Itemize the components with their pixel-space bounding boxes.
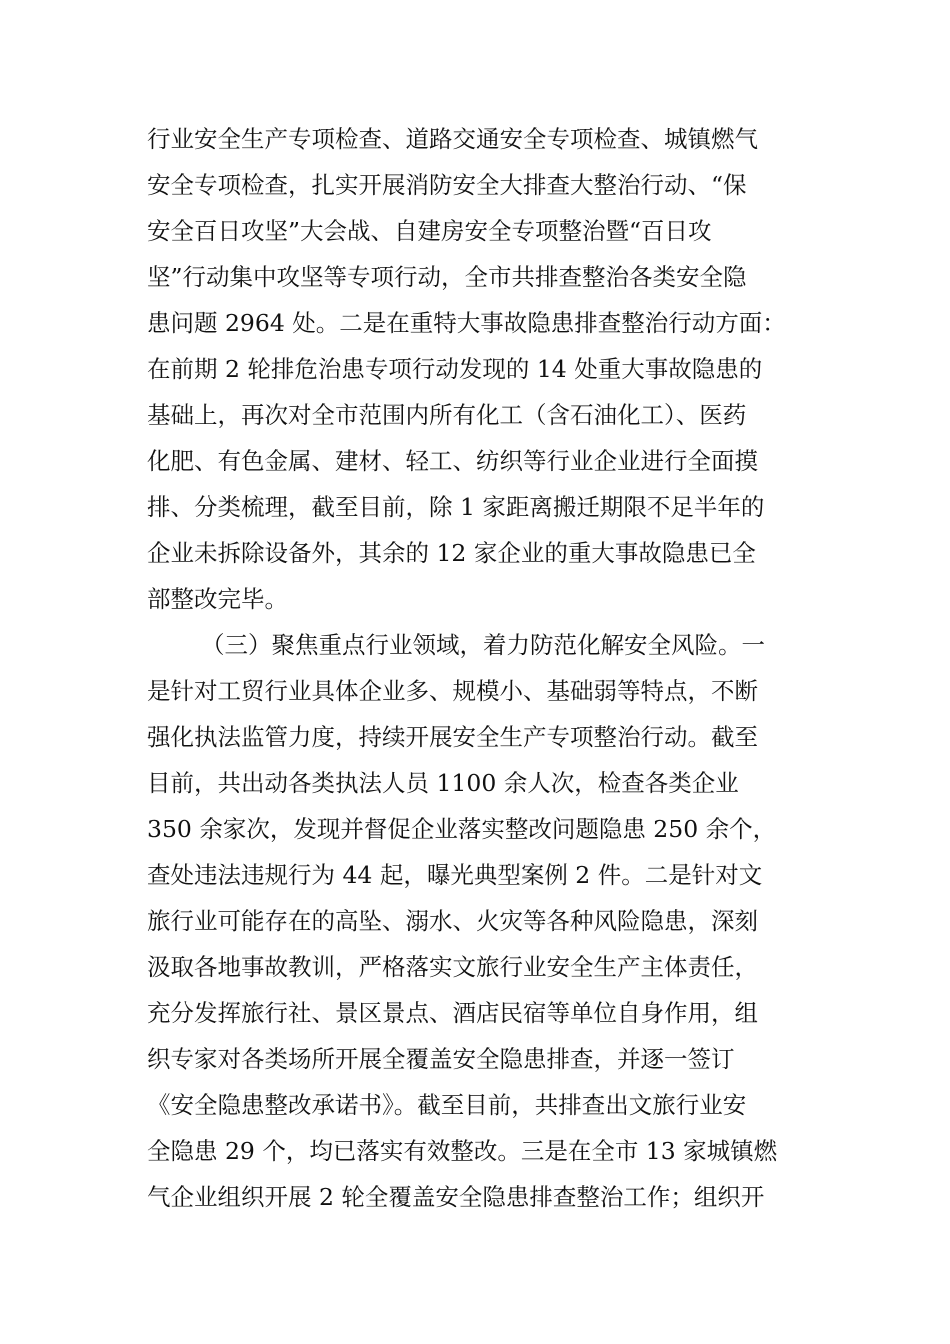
text-line: 是针对工贸行业具体企业多、规模小、基础弱等特点，不断 [147, 677, 758, 705]
text-line: 350 余家次，发现并督促企业落实整改问题隐患 250 余个， [147, 815, 777, 843]
text-line: 全隐患 29 个，均已落实有效整改。三是在全市 13 家城镇燃 [147, 1137, 778, 1165]
text-line: 织专家对各类场所开展全覆盖安全隐患排查，并逐一签订 [147, 1045, 735, 1073]
text-line: 强化执法监管力度，持续开展安全生产专项整治行动。截至 [147, 723, 758, 751]
text-line: 排、分类梳理，截至目前，除 1 家距离搬迁期限不足半年的 [147, 493, 765, 521]
text-line: 基础上，再次对全市范围内所有化工（含石油化工）、医药 [147, 401, 747, 429]
text-line: 安全百日攻坚”大会战、自建房安全专项整治暨“百日攻 [147, 217, 712, 245]
text-line: 部整改完毕。 [147, 585, 288, 613]
text-line: 汲取各地事故教训，严格落实文旅行业安全生产主体责任， [147, 953, 758, 981]
text-line: 查处违法违规行为 44 起，曝光典型案例 2 件。二是针对文 [147, 861, 763, 889]
text-line: 在前期 2 轮排危治患专项行动发现的 14 处重大事故隐患的 [147, 355, 763, 383]
text-line: 坚”行动集中攻坚等专项行动，全市共排查整治各类安全隐 [147, 263, 747, 291]
text-line: 充分发挥旅行社、景区景点、酒店民宿等单位自身作用，组 [147, 999, 758, 1027]
text-line: 化肥、有色金属、建材、轻工、纺织等行业企业进行全面摸 [147, 447, 758, 475]
text-line: 旅行业可能存在的高坠、溺水、火灾等各种风险隐患，深刻 [147, 907, 758, 935]
section-heading-line: （三）聚焦重点行业领域，着力防范化解安全风险。一 [201, 631, 765, 659]
text-line: 患问题 2964 处。二是在重特大事故隐患排查整治行动方面： [147, 309, 786, 337]
text-line: 企业未拆除设备外，其余的 12 家企业的重大事故隐患已全 [147, 539, 756, 567]
text-line: 《安全隐患整改承诺书》。截至目前，共排查出文旅行业安 [147, 1091, 747, 1119]
text-line: 气企业组织开展 2 轮全覆盖安全隐患排查整治工作；组织开 [147, 1183, 765, 1211]
text-line: 行业安全生产专项检查、道路交通安全专项检查、城镇燃气 [147, 125, 758, 153]
text-line: 安全专项检查，扎实开展消防安全大排查大整治行动、“保 [147, 171, 747, 199]
text-line: 目前，共出动各类执法人员 1100 余人次，检查各类企业 [147, 769, 739, 797]
